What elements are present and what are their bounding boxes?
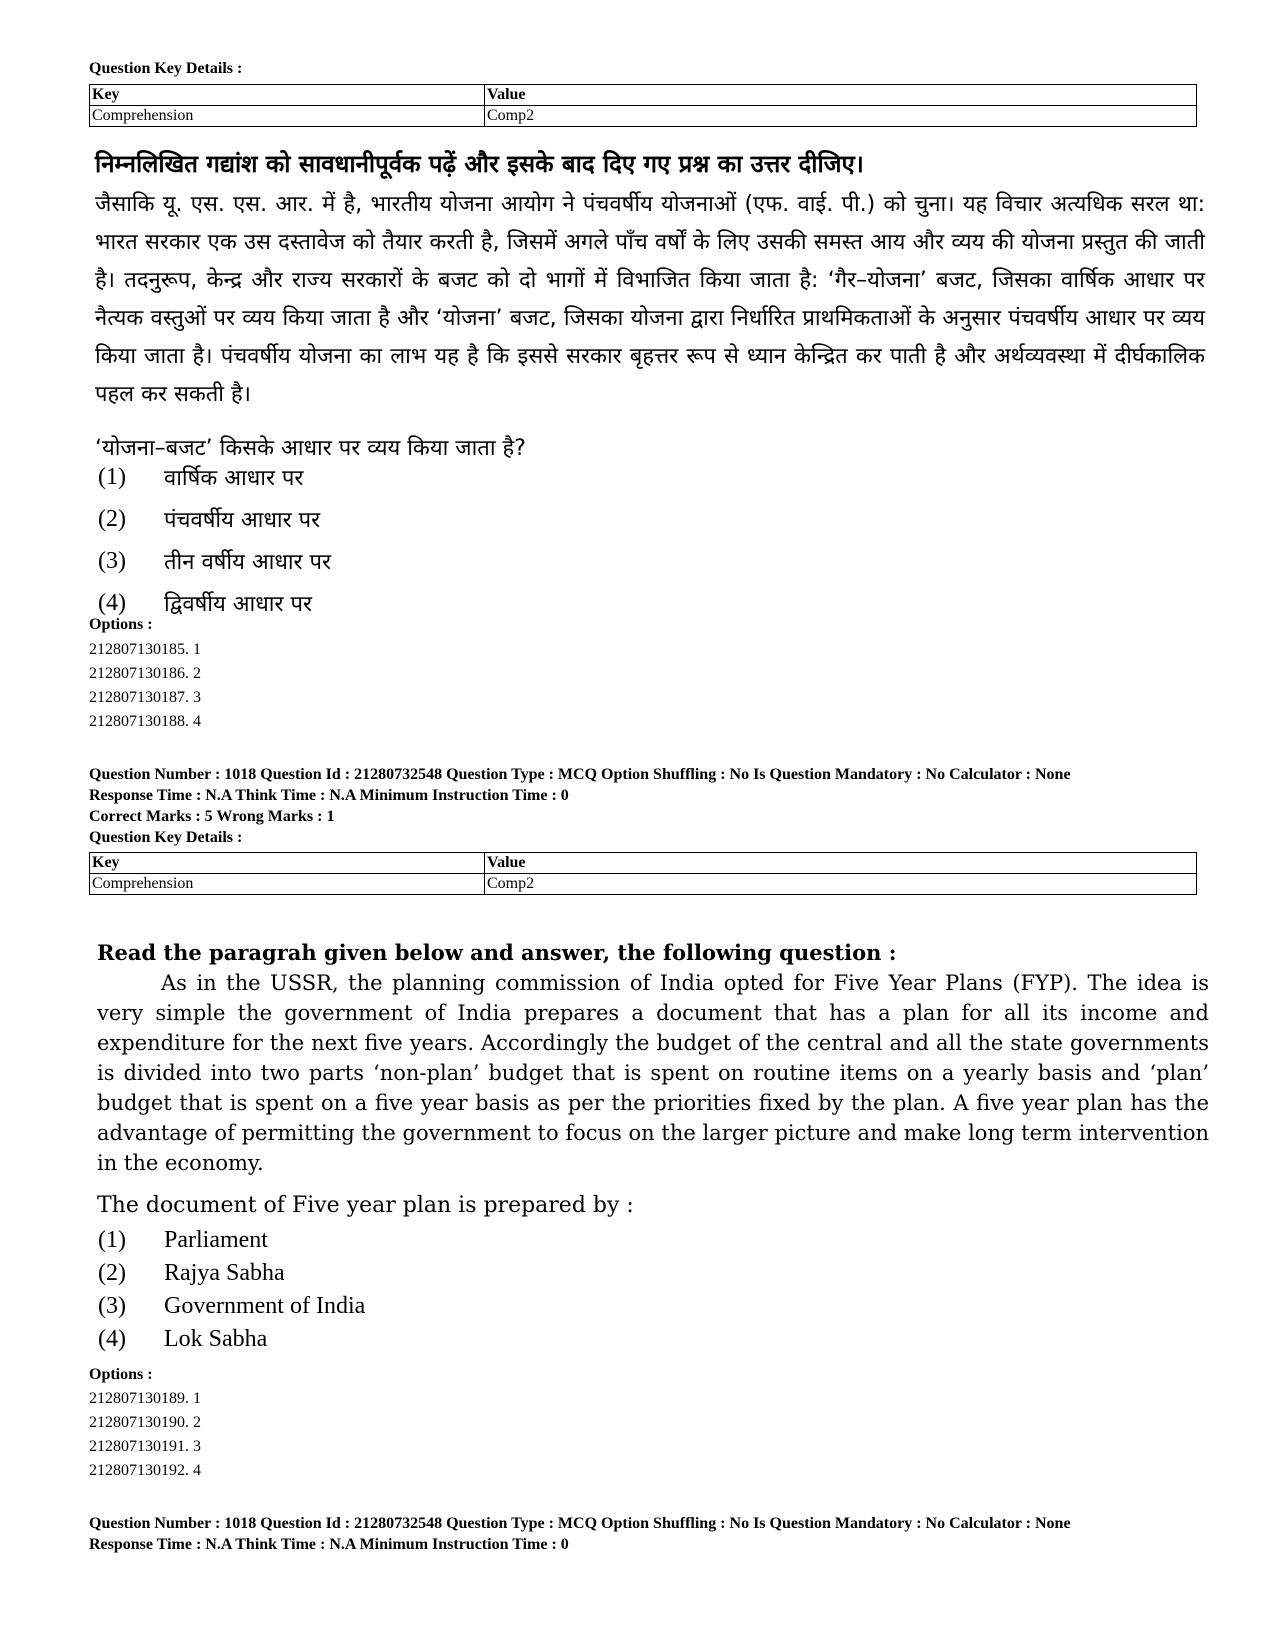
option-number: (4): [98, 589, 126, 616]
option-id: 212807130188. 4: [89, 713, 201, 730]
option-id: 212807130187. 3: [89, 689, 201, 706]
option-text: तीन वर्षीय आधार पर: [164, 550, 332, 575]
option-id: 212807130192. 4: [89, 1462, 201, 1479]
hindi-passage: जैसाकि यू. एस. एस. आर. में है, भारतीय योजना आयोग ने पंचवर्षीय योजनाओं (एफ. वाई. पी.) को चुना। यह विचार अत्यधिक सरल था: भारत सरकार एक उस दस्तावेज को तैयार करती है, जिसमें अगले पाँच वर्षों के लिए उसकी समस्त आय और व्यय की योजना प्रस्तुत की जाती है। तदनुरूप, केन्द्र और राज्य सरकारों के बजट को दो भागों में विभाजित किया जाता है: ‘गैर–योजना’ बजट, जिसका वार्षिक आधार पर नैत्यक वस्तुओं पर व्यय किया जाता है और ‘योजना’ बजट, जिसका योजना द्वारा निर्धारित प्राथमिकताओं के अनुसार पंचवर्षीय आधार पर व्यय किया जाता है। पंचवर्षीय योजना का लाभ यह है कि इससे सरकार बृहत्तर रूप से ध्यान केन्द्रित कर पाती है और अर्थव्यवस्था में दीर्घकालिक पहल कर सकती है।: [95, 192, 1205, 407]
option-id: 212807130190. 2: [89, 1414, 201, 1431]
option-row: [98, 1290, 365, 1323]
table-cell-key: Comprehension: [90, 106, 485, 127]
option-text: Lok Sabha: [164, 1326, 268, 1352]
english-instruction-title: Read the paragrah given below and answer, the following question :: [97, 940, 897, 965]
table-row: [90, 106, 1197, 127]
option-number: (2): [98, 1260, 126, 1286]
option-text: पंचवर्षीय आधार पर: [164, 508, 321, 533]
table-header-key: Key: [90, 85, 485, 106]
table-header-row: [90, 85, 1197, 106]
table-cell-value: Comp2: [485, 874, 1197, 895]
option-id: 212807130191. 3: [89, 1438, 201, 1455]
key-value-table: [89, 852, 1197, 895]
question-meta-line: Question Number : 1018 Question Id : 21280732548 Question Type : MCQ Option Shuffling : No Is Question Mandatory : No Calculator : None: [89, 766, 1071, 783]
table-cell-key: Comprehension: [90, 874, 485, 895]
table-header-value: Value: [485, 853, 1197, 874]
hindi-question: ‘योजना–बजट’ किसके आधार पर व्यय किया जाता है?: [95, 436, 526, 461]
option-text: द्विवर्षीय आधार पर: [164, 592, 312, 617]
options-label: Options :: [89, 1366, 153, 1383]
option-id: 212807130189. 1: [89, 1390, 201, 1407]
option-ids-list: [89, 1387, 201, 1483]
english-options-list: [98, 1224, 365, 1356]
options-label: Options :: [89, 616, 153, 633]
english-passage: As in the USSR, the planning commission of India opted for Five Year Plans (FYP). The idea is very simple the government of India prepares a document that has a plan for all its income and expenditure for the next five years. Accordingly the budget of the central and all the state governments is divided into two parts ‘non-plan’ budget that is spent on routine items on a yearly basis and ‘plan’ budget that is spent on a five year basis as per the priorities fixed by the plan. A five year plan has the advantage of permitting the government to focus on the larger picture and make long term intervention in the economy.: [97, 971, 1209, 1175]
hindi-options-list: [98, 456, 331, 624]
option-number: (3): [98, 1293, 126, 1319]
option-row: [98, 1224, 365, 1257]
table-header-row: [90, 853, 1197, 874]
marks-line: Correct Marks : 5 Wrong Marks : 1: [89, 808, 335, 825]
table-row: [90, 874, 1197, 895]
option-number: (1): [98, 463, 126, 490]
hindi-instruction-title: निम्नलिखित गद्यांश को सावधानीपूर्वक पढ़ें और इसके बाद दिए गए प्रश्न का उत्तर दीजिए।: [95, 150, 864, 178]
key-details-label: Question Key Details :: [89, 829, 243, 846]
option-row: [98, 456, 331, 498]
question-meta-line: Question Number : 1018 Question Id : 21280732548 Question Type : MCQ Option Shuffling : No Is Question Mandatory : No Calculator : None: [89, 1515, 1071, 1532]
option-text: वार्षिक आधार पर: [164, 466, 304, 491]
table-cell-value: Comp2: [485, 106, 1197, 127]
english-question: The document of Five year plan is prepared by :: [97, 1193, 634, 1218]
question-meta: [89, 1513, 1209, 1555]
question-meta: [89, 764, 1209, 806]
option-text: Rajya Sabha: [164, 1260, 285, 1286]
question-meta-line: Response Time : N.A Think Time : N.A Minimum Instruction Time : 0: [89, 1536, 569, 1553]
option-row: [98, 498, 331, 540]
key-value-table: [89, 84, 1197, 127]
option-row: [98, 1323, 365, 1356]
option-row: [98, 540, 331, 582]
option-row: [98, 1257, 365, 1290]
option-ids-list: [89, 638, 201, 734]
option-id: 212807130186. 2: [89, 665, 201, 682]
option-number: (2): [98, 505, 126, 532]
key-details-label: Question Key Details :: [89, 60, 243, 77]
option-number: (4): [98, 1326, 126, 1352]
table-header-value: Value: [485, 85, 1197, 106]
option-number: (1): [98, 1227, 126, 1253]
option-number: (3): [98, 547, 126, 574]
option-id: 212807130185. 1: [89, 641, 201, 658]
option-text: Parliament: [164, 1227, 268, 1253]
question-meta-line: Response Time : N.A Think Time : N.A Minimum Instruction Time : 0: [89, 787, 569, 804]
option-text: Government of India: [164, 1293, 366, 1319]
table-header-key: Key: [90, 853, 485, 874]
